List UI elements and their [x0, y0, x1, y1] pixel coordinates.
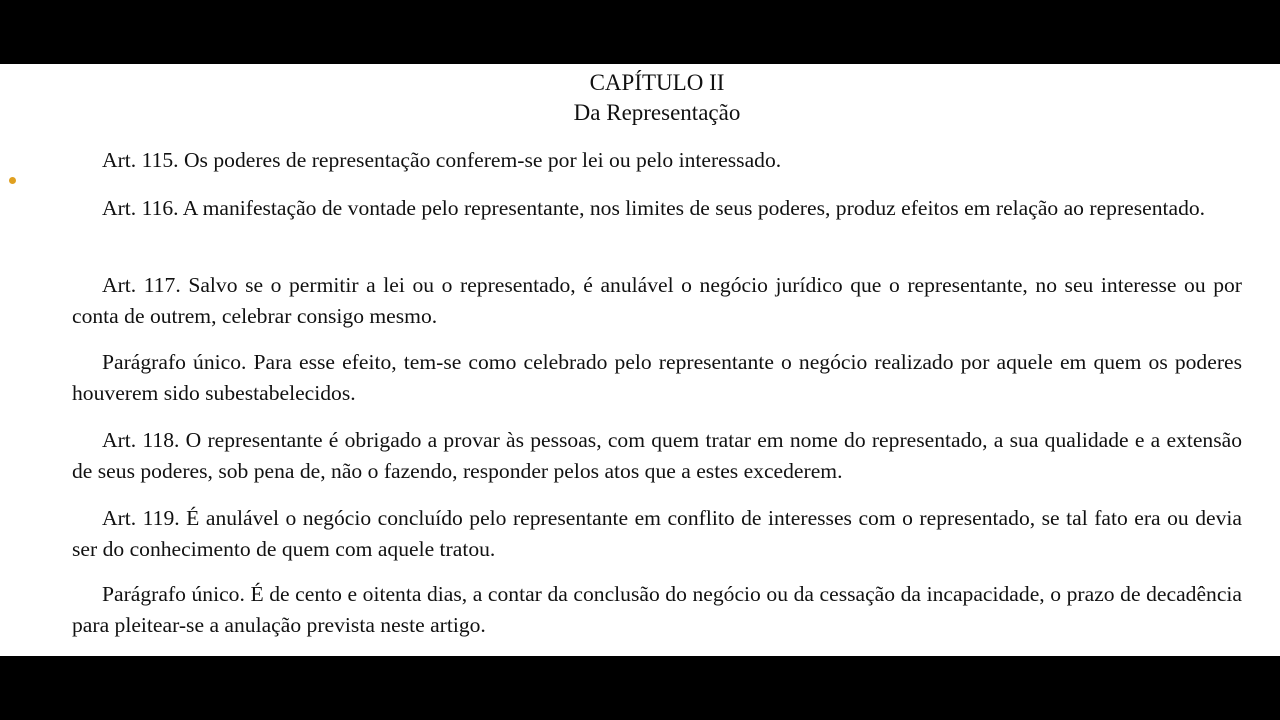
paragraph-art-116: Art. 116. A manifestação de vontade pelo representante, nos limites de seus poderes, produz efeitos em relação ao representado.	[102, 196, 1206, 220]
letterbox-bottom	[0, 656, 1280, 720]
letterbox-top	[0, 0, 1280, 64]
bullet-dot-icon	[9, 177, 16, 184]
paragraph-art-119: Art. 119. É anulável o negócio concluído pelo representante em conflito de interesses com o representado, se tal fato era ou devia ser do conhecimento de quem com aquele tratou.	[72, 506, 1242, 561]
paragraph-art-118: Art. 118. O representante é obrigado a provar às pessoas, com quem tratar em nome do representado, a sua qualidade e a extensão de seus poderes, sob pena de, não o fazendo, responder pelos atos que a estes excederem.	[72, 428, 1242, 483]
document-page	[0, 64, 1280, 656]
paragraph-art-119-unique: Parágrafo único. É de cento e oitenta dias, a contar da conclusão do negócio ou da cessação da incapacidade, o prazo de decadência para pleitear-se a anulação prevista neste artigo.	[72, 582, 1242, 637]
chapter-subtitle: Da Representação	[573, 100, 741, 125]
chapter-title: CAPÍTULO II	[589, 70, 725, 95]
paragraph-art-115: Art. 115. Os poderes de representação conferem-se por lei ou pelo interessado.	[102, 148, 782, 172]
paragraph-art-117-unique: Parágrafo único. Para esse efeito, tem-se como celebrado pelo representante o negócio realizado por aquele em quem os poderes houverem sido subestabelecidos.	[72, 350, 1242, 405]
paragraph-art-117: Art. 117. Salvo se o permitir a lei ou o representado, é anulável o negócio jurídico que o representante, no seu interesse ou por conta de outrem, celebrar consigo mesmo.	[72, 273, 1242, 328]
